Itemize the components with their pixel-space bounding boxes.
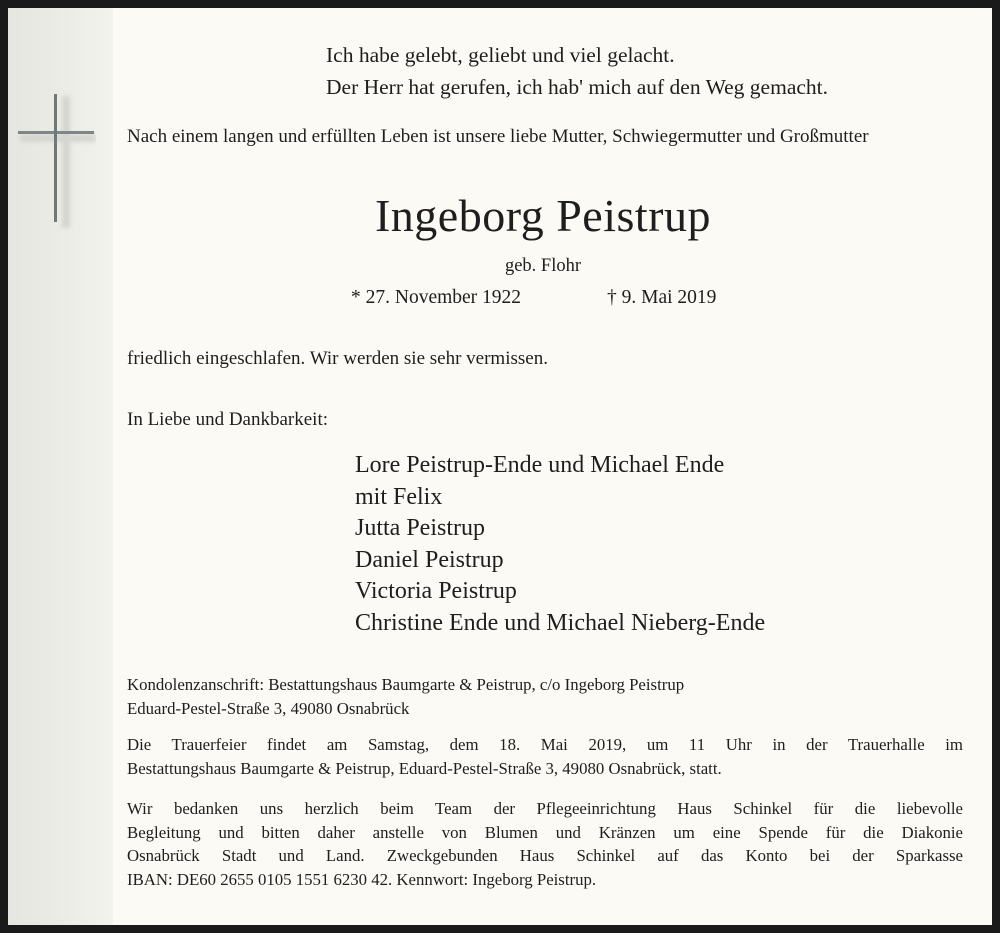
signer: Christine Ende und Michael Nieberg-Ende [355, 609, 766, 636]
condolence-line: Eduard-Pestel-Straße 3, 49080 Osnabrück [127, 698, 410, 718]
thanks-text [127, 797, 963, 891]
deceased-name: Ingeborg Peistrup [374, 190, 711, 241]
thanks-line: Wir bedanken uns herzlich beim Team der Pflegeeinrichtung Haus Schinkel für die liebevolle [127, 799, 963, 818]
intro-text: Nach einem langen und erfüllten Leben ist unsere liebe Mutter, Schwiegermutter und Großmutter [127, 126, 869, 147]
condolence-address [127, 673, 963, 720]
condolence-line: Kondolenzanschrift: Bestattungshaus Baumgarte & Peistrup, c/o Ingeborg Peistrup [127, 675, 685, 694]
obituary-notice [8, 8, 992, 925]
greeting-text: In Liebe und Dankbarkeit: [127, 409, 329, 430]
funeral-line: Bestattungshaus Baumgarte & Peistrup, Eduard-Pestel-Straße 3, 49080 Osnabrück, statt. [127, 758, 722, 778]
closing-text: friedlich eingeschlafen. Wir werden sie sehr vermissen. [127, 348, 548, 369]
birth-date: * 27. November 1922 [351, 287, 522, 308]
signers-list [355, 450, 765, 639]
signer: Jutta Peistrup [355, 515, 485, 541]
death-date: † 9. Mai 2019 [607, 287, 717, 308]
motto-line-2: Der Herr hat gerufen, ich hab' mich auf den Weg gemacht. [326, 75, 829, 99]
signer: Daniel Peistrup [355, 546, 504, 573]
signer: Victoria Peistrup [355, 578, 517, 604]
signer: Lore Peistrup-Ende und Michael Ende [355, 452, 725, 478]
funeral-info [127, 733, 963, 780]
motto-line-1: Ich habe gelebt, geliebt und viel gelacht. [326, 43, 675, 67]
signer: mit Felix [355, 483, 443, 510]
funeral-line: Die Trauerfeier findet am Samstag, dem 18. Mai 2019, um 11 Uhr in der Trauerhalle im [127, 735, 963, 754]
thanks-line: Osnabrück Stadt und Land. Zweckgebunden Haus Schinkel auf das Konto bei der Sparkasse [127, 846, 963, 865]
thanks-line: Begleitung und bitten daher anstelle von Blumen und Kränzen um eine Spende für die Diakonie [127, 822, 963, 842]
thanks-line: IBAN: DE60 2655 0105 1551 6230 42. Kennwort: Ingeborg Peistrup. [127, 869, 597, 889]
birth-name: geb. Flohr [504, 256, 582, 276]
